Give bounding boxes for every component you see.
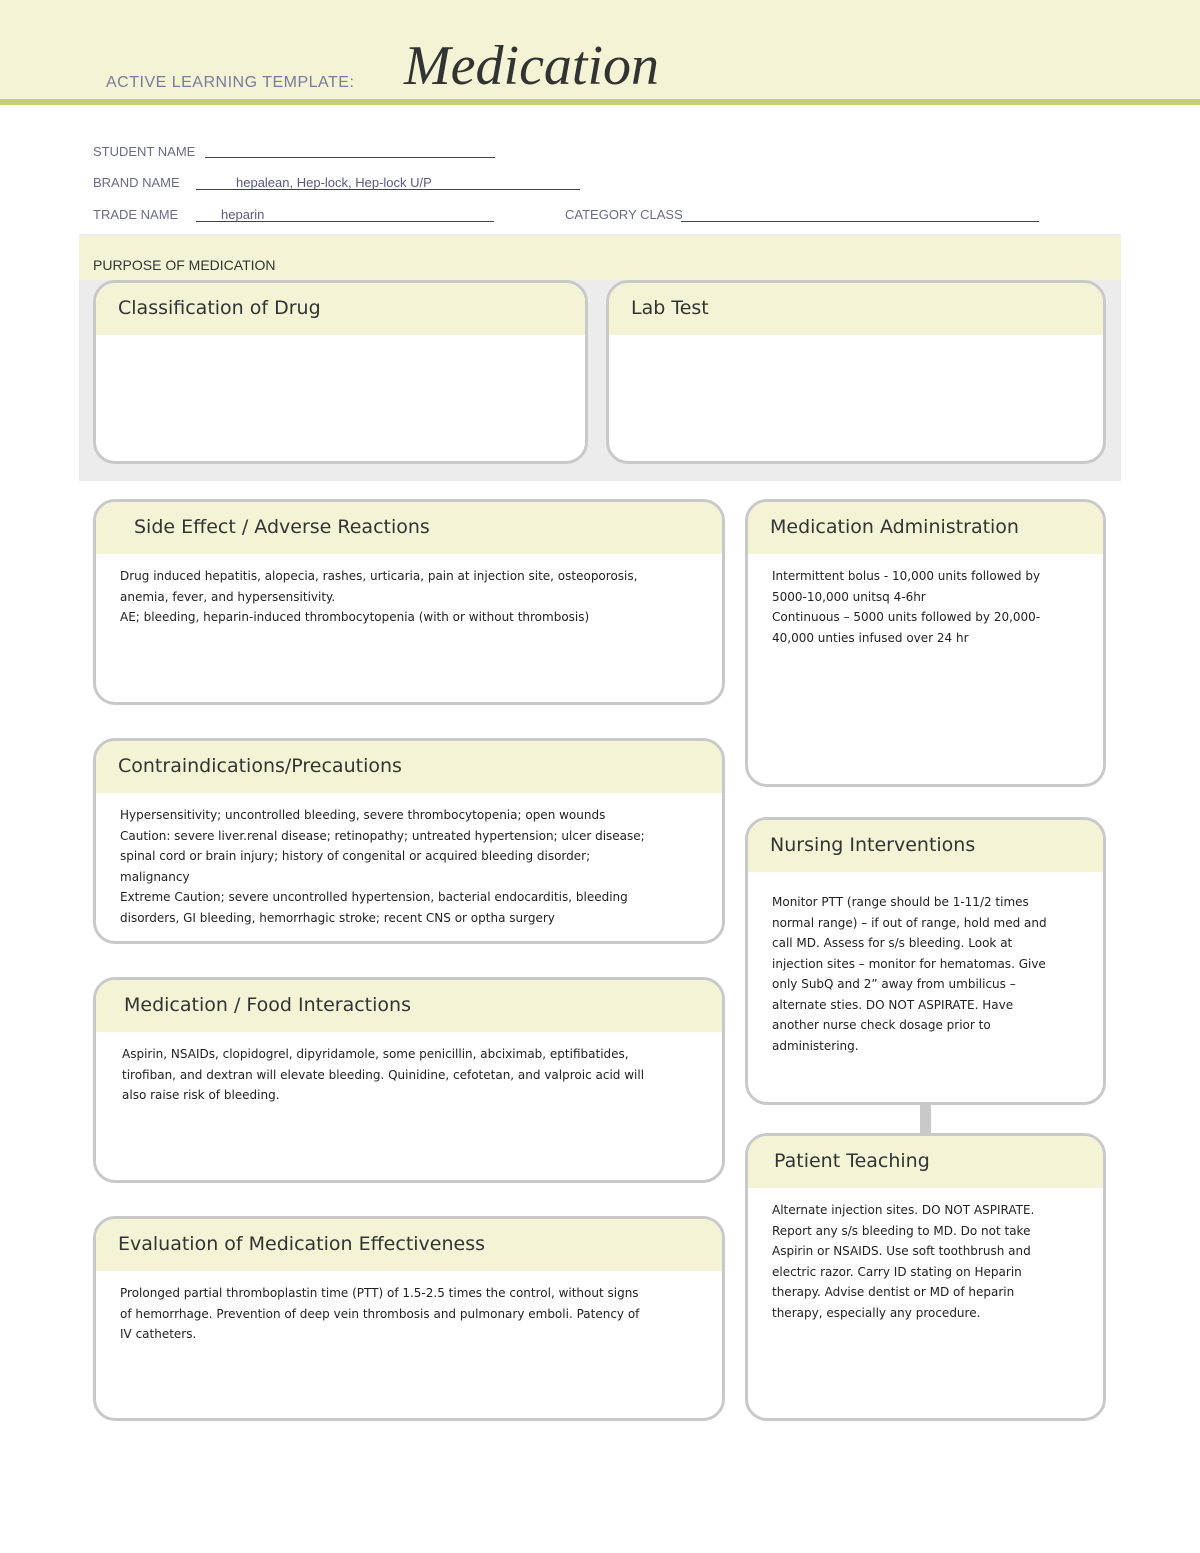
classification-card [93,280,588,464]
evaluation-title: Evaluation of Medication Effectiveness [96,1219,722,1271]
teaching-card [745,1133,1106,1421]
student-name-field[interactable] [205,157,495,158]
administration-body[interactable]: Intermittent bolus - 10,000 units followed by 5000-10,000 unitsq 4-6hr Continuous – 5000 units followed by 20,000- 40,000 unties infused over 24 hr [772,569,1041,645]
side-effects-title: Side Effect / Adverse Reactions [96,502,722,554]
administration-title: Medication Administration [748,502,1103,554]
nursing-title: Nursing Interventions [748,820,1103,872]
brand-name-label: BRAND NAME [93,175,180,190]
classification-title: Classification of Drug [96,283,585,335]
side-effects-body[interactable]: Drug induced hepatitis, alopecia, rashes, urticaria, pain at injection site, osteoporosis, anemia, fever, and hypersensitivity. AE; bleeding, heparin-induced thrombocytopenia (with or without thrombosis) [120,569,638,624]
nursing-body[interactable]: Monitor PTT (range should be 1-11/2 times normal range) – if out of range, hold med and call MD. Assess for s/s bleeding. Look at injection sites – monitor for hematomas. Give only SubQ and 2” away from umbilicus – alternate sties. DO NOT ASPIRATE. Have another nurse check dosage prior to administering. [772,895,1047,1053]
evaluation-body[interactable]: Prolonged partial thromboplastin time (PTT) of 1.5-2.5 times the control, without signs of hemorrhage. Prevention of deep vein thrombosis and pulmonary emboli. Patency of IV catheters. [120,1286,640,1341]
page-title: Medication [404,35,660,97]
classification-body[interactable] [96,335,585,347]
evaluation-card [93,1216,725,1421]
purpose-label: PURPOSE OF MEDICATION [93,257,276,273]
contraindications-card [93,738,725,944]
side-effects-card [93,499,725,705]
interactions-body[interactable]: Aspirin, NSAIDs, clopidogrel, dipyridamole, some penicillin, abciximab, eptifibatides, tirofiban, and dextran will elevate bleeding. Quinidine, cefotetan, and valproic acid will also raise risk of bleeding. [122,1047,645,1102]
interactions-card [93,977,725,1183]
nursing-card [745,817,1106,1105]
teaching-title: Patient Teaching [748,1136,1103,1188]
connector-bar [920,1103,931,1135]
administration-card [745,499,1106,787]
interactions-title: Medication / Food Interactions [96,980,722,1032]
template-label: ACTIVE LEARNING TEMPLATE: [106,74,355,91]
category-class-field[interactable] [681,221,1039,222]
trade-name-label: TRADE NAME [93,207,179,222]
category-class-label: CATEGORY CLASS [565,207,683,222]
trade-name-value: heparin [221,207,265,222]
contraindications-title: Contraindications/Precautions [96,741,722,793]
student-name-label: STUDENT NAME [93,144,196,159]
contraindications-body[interactable]: Hypersensitivity; uncontrolled bleeding, severe thrombocytopenia; open wounds Caution: severe liver.renal disease; retinopathy; untreated hypertension; ulcer disease; spinal cord or brain injury; history of congenital or acquired bleeding disorder; malignancy Extreme Caution; severe uncontrolled hypertension, bacterial endocarditis, bleeding disorders, GI bleeding, hemorrhagic stroke; recent CNS or optha surgery [120,808,645,925]
teaching-body[interactable]: Alternate injection sites. DO NOT ASPIRATE. Report any s/s bleeding to MD. Do not take Aspirin or NSAIDS. Use soft toothbrush and electric razor. Carry ID stating on Heparin therapy. Advise dentist or MD of heparin therapy, especially any procedure. [772,1203,1035,1320]
header-divider [0,99,1200,105]
lab-test-body[interactable] [609,335,1103,347]
lab-test-card [606,280,1106,464]
brand-name-value: hepalean, Hep-lock, Hep-lock U/P [236,175,432,190]
lab-test-title: Lab Test [609,283,1103,335]
